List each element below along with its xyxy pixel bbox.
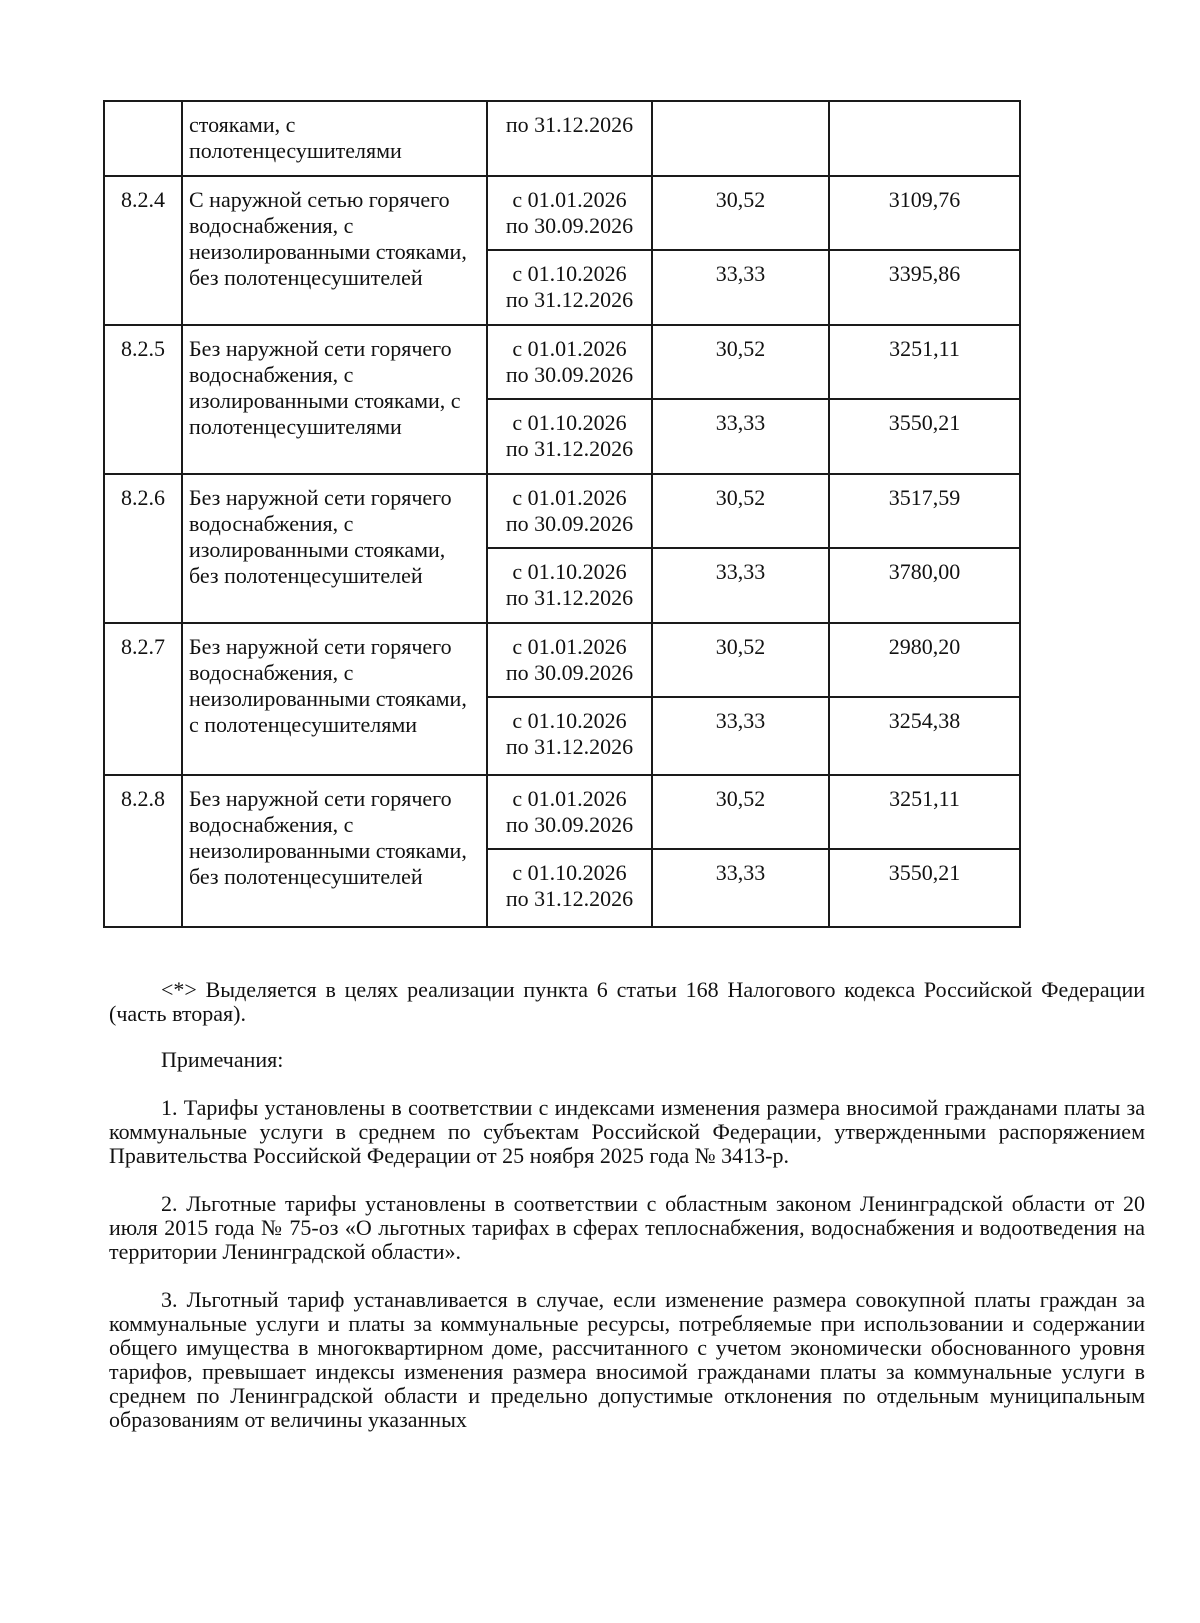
cell-rate: 33,33 bbox=[652, 548, 829, 623]
table-row bbox=[104, 176, 1020, 250]
cell-period bbox=[487, 101, 652, 176]
period-end: по 30.09.2026 bbox=[505, 362, 634, 387]
footnote: <*> Выделяется в целях реализации пункта 6 статьи 168 Налогового кодекса Российской Федерации (часть вторая). bbox=[109, 977, 1145, 1026]
cell-price bbox=[829, 101, 1020, 176]
notes-title: Примечания: bbox=[161, 1047, 284, 1072]
cell-price: 3780,00 bbox=[829, 548, 1020, 623]
cell-price: 3251,11 bbox=[829, 775, 1020, 849]
cell-price: 3517,59 bbox=[829, 474, 1020, 548]
notes-section bbox=[109, 978, 1145, 1456]
cell-rate bbox=[652, 101, 829, 176]
cell-period bbox=[487, 250, 652, 325]
period-start: с 01.01.2026 bbox=[512, 634, 627, 659]
cell-period bbox=[487, 548, 652, 623]
cell-number: 8.2.6 bbox=[104, 474, 182, 623]
cell-period bbox=[487, 474, 652, 548]
cell-description: стояками, с полотенцесушителями bbox=[182, 101, 487, 176]
cell-rate: 33,33 bbox=[652, 250, 829, 325]
cell-rate: 30,52 bbox=[652, 775, 829, 849]
cell-price: 3251,11 bbox=[829, 325, 1020, 399]
table-row-continuation bbox=[104, 101, 1020, 176]
period-end: по 30.09.2026 bbox=[505, 511, 634, 536]
period-end: по 30.09.2026 bbox=[505, 660, 634, 685]
table-row bbox=[104, 474, 1020, 548]
tariff-table bbox=[103, 100, 1021, 928]
cell-number: 8.2.8 bbox=[104, 775, 182, 927]
cell-period bbox=[487, 849, 652, 927]
cell-description: С наружной сетью горячего водоснабжения, с неизолированными стояками, без полотенцесушителей bbox=[182, 176, 487, 325]
cell-rate: 30,52 bbox=[652, 474, 829, 548]
period-start: с 01.01.2026 bbox=[512, 485, 627, 510]
note-paragraph: 2. Льготные тарифы установлены в соответствии с областным законом Ленинградской области от 20 июля 2015 года № 75-оз «О льготных тарифах в сферах теплоснабжения, водоснабжения и водоотведения на территории Ленинградской области». bbox=[109, 1191, 1145, 1264]
period-end: по 31.12.2026 bbox=[505, 287, 634, 312]
period-end: по 31.12.2026 bbox=[505, 886, 634, 911]
cell-price: 3254,38 bbox=[829, 697, 1020, 775]
cell-number: 8.2.5 bbox=[104, 325, 182, 474]
period-end: по 31.12.2026 bbox=[505, 112, 634, 137]
cell-price: 3109,76 bbox=[829, 176, 1020, 250]
cell-price: 2980,20 bbox=[829, 623, 1020, 697]
table-row bbox=[104, 325, 1020, 399]
cell-number: 8.2.7 bbox=[104, 623, 182, 775]
cell-number bbox=[104, 101, 182, 176]
period-end: по 30.09.2026 bbox=[505, 213, 634, 238]
cell-period bbox=[487, 176, 652, 250]
period-start: с 01.10.2026 bbox=[512, 410, 627, 435]
period-end: по 30.09.2026 bbox=[505, 812, 634, 837]
cell-rate: 30,52 bbox=[652, 325, 829, 399]
cell-price: 3395,86 bbox=[829, 250, 1020, 325]
period-start: с 01.01.2026 bbox=[512, 336, 627, 361]
cell-period bbox=[487, 399, 652, 474]
cell-rate: 33,33 bbox=[652, 849, 829, 927]
period-end: по 31.12.2026 bbox=[505, 734, 634, 759]
note-paragraph: 1. Тарифы установлены в соответствии с индексами изменения размера вносимой гражданами платы за коммунальные услуги в среднем по субъектам Российской Федерации, утвержденными распоряжением Правительства Российской Федерации от 25 ноября 2025 года № 3413-р. bbox=[109, 1095, 1145, 1168]
cell-period bbox=[487, 775, 652, 849]
period-start: с 01.10.2026 bbox=[512, 860, 627, 885]
period-end: по 31.12.2026 bbox=[505, 585, 634, 610]
period-end: по 31.12.2026 bbox=[505, 436, 634, 461]
cell-description: Без наружной сети горячего водоснабжения, с изолированными стояками, без полотенцесушителей bbox=[182, 474, 487, 623]
cell-rate: 33,33 bbox=[652, 399, 829, 474]
cell-rate: 30,52 bbox=[652, 176, 829, 250]
period-start: с 01.01.2026 bbox=[512, 187, 627, 212]
cell-period bbox=[487, 325, 652, 399]
note-paragraph: 3. Льготный тариф устанавливается в случае, если изменение размера совокупной платы граждан за коммунальные услуги и платы за коммунальные ресурсы, потребляемые при использовании и содержании общего имущества в многоквартирном доме, рассчитанного с учетом экономически обоснованного уровня тарифов, превышает индексы изменения размера вносимой гражданами платы за коммунальные услуги в среднем по Ленинградской области и предельно допустимые отклонения по отдельным муниципальным образованиям от величины указанных bbox=[109, 1287, 1145, 1432]
cell-price: 3550,21 bbox=[829, 849, 1020, 927]
period-start: с 01.01.2026 bbox=[512, 786, 627, 811]
cell-number: 8.2.4 bbox=[104, 176, 182, 325]
table-row bbox=[104, 623, 1020, 697]
table-row bbox=[104, 775, 1020, 849]
cell-period bbox=[487, 697, 652, 775]
cell-description: Без наружной сети горячего водоснабжения, с неизолированными стояками, без полотенцесушителей bbox=[182, 775, 487, 927]
cell-description: Без наружной сети горячего водоснабжения, с неизолированными стояками, с полотенцесушителями bbox=[182, 623, 487, 775]
cell-description: Без наружной сети горячего водоснабжения, с изолированными стояками, с полотенцесушителями bbox=[182, 325, 487, 474]
cell-rate: 30,52 bbox=[652, 623, 829, 697]
cell-period bbox=[487, 623, 652, 697]
period-start: с 01.10.2026 bbox=[512, 261, 627, 286]
cell-price: 3550,21 bbox=[829, 399, 1020, 474]
period-start: с 01.10.2026 bbox=[512, 708, 627, 733]
period-start: с 01.10.2026 bbox=[512, 559, 627, 584]
cell-rate: 33,33 bbox=[652, 697, 829, 775]
